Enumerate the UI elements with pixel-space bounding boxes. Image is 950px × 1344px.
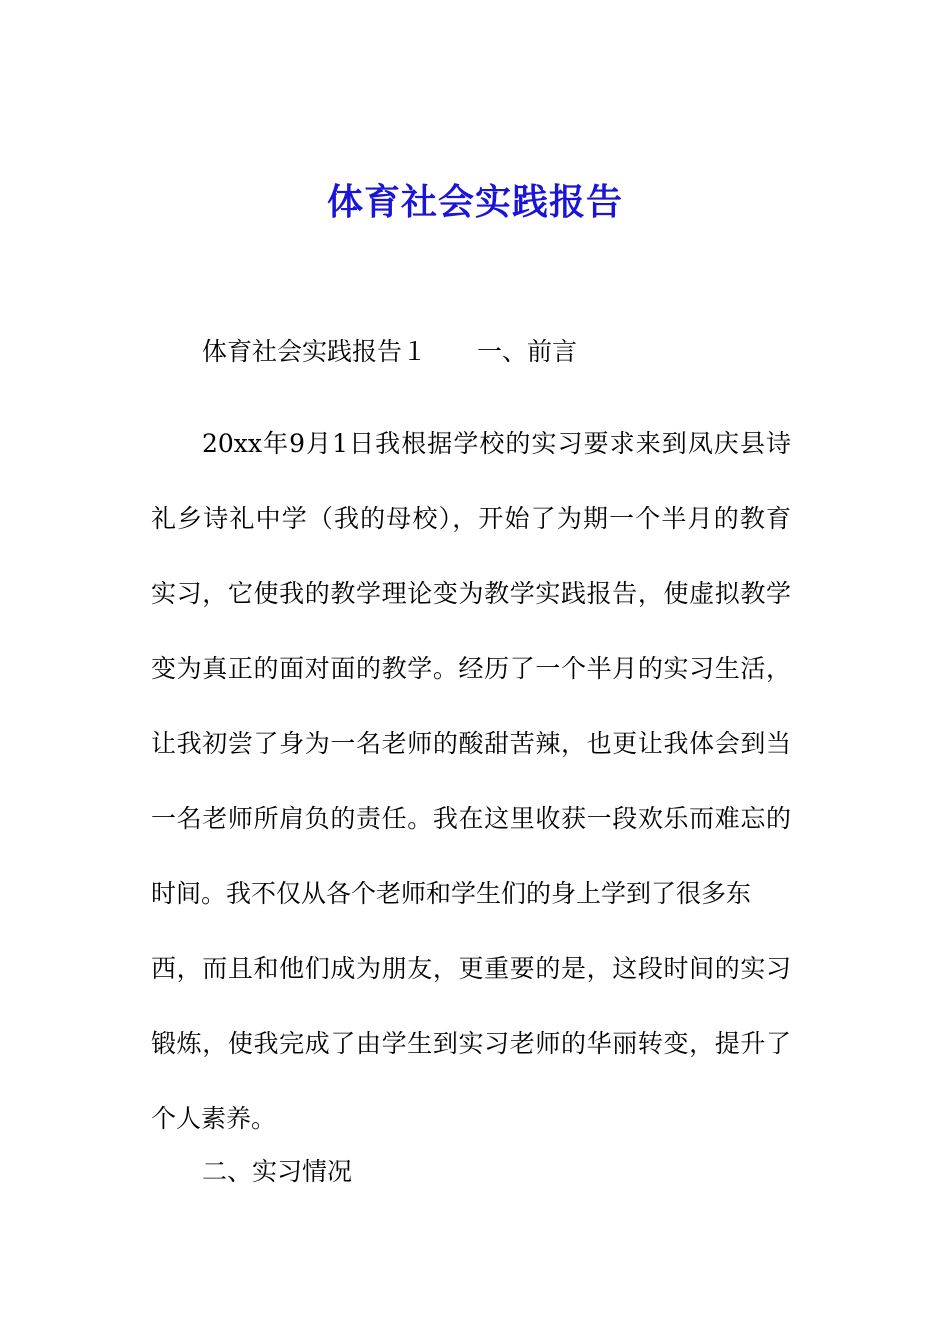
paragraph-line: 变为真正的面对面的教学。经历了一个半月的实习生活， [151,654,791,683]
paragraph-line: 20xx年9月1日我根据学校的实习要求来到凤庆县诗 [202,429,791,458]
section-two-heading: 二、实习情况 [202,1157,353,1186]
paragraph-line: 一名老师所肩负的责任。我在这里收获一段欢乐而难忘的 [151,804,791,833]
paragraph-line: 个人素养。 [151,1104,277,1133]
paragraph-line: 时间。我不仅从各个老师和学生们的身上学到了很多东 [151,879,752,908]
paragraph-line: 锻炼，使我完成了由学生到实习老师的华丽转变，提升了 [151,1029,791,1058]
intro-paragraph [151,406,791,1156]
paragraph-line: 让我初尝了身为一名老师的酸甜苦辣，也更让我体会到当 [151,729,791,758]
paragraph-line: 西，而且和他们成为朋友，更重要的是，这段时间的实习 [151,954,791,983]
document-title: 体育社会实践报告 [326,182,623,223]
report-label: 体育社会实践报告１ [202,337,428,366]
section-one-heading: 一、前言 [477,337,578,366]
paragraph-line: 礼乡诗礼中学（我的母校），开始了为期一个半月的教育 [151,504,791,533]
paragraph-line: 实习，它使我的教学理论变为教学实践报告，使虚拟教学 [151,579,791,608]
heading-line [202,334,577,370]
